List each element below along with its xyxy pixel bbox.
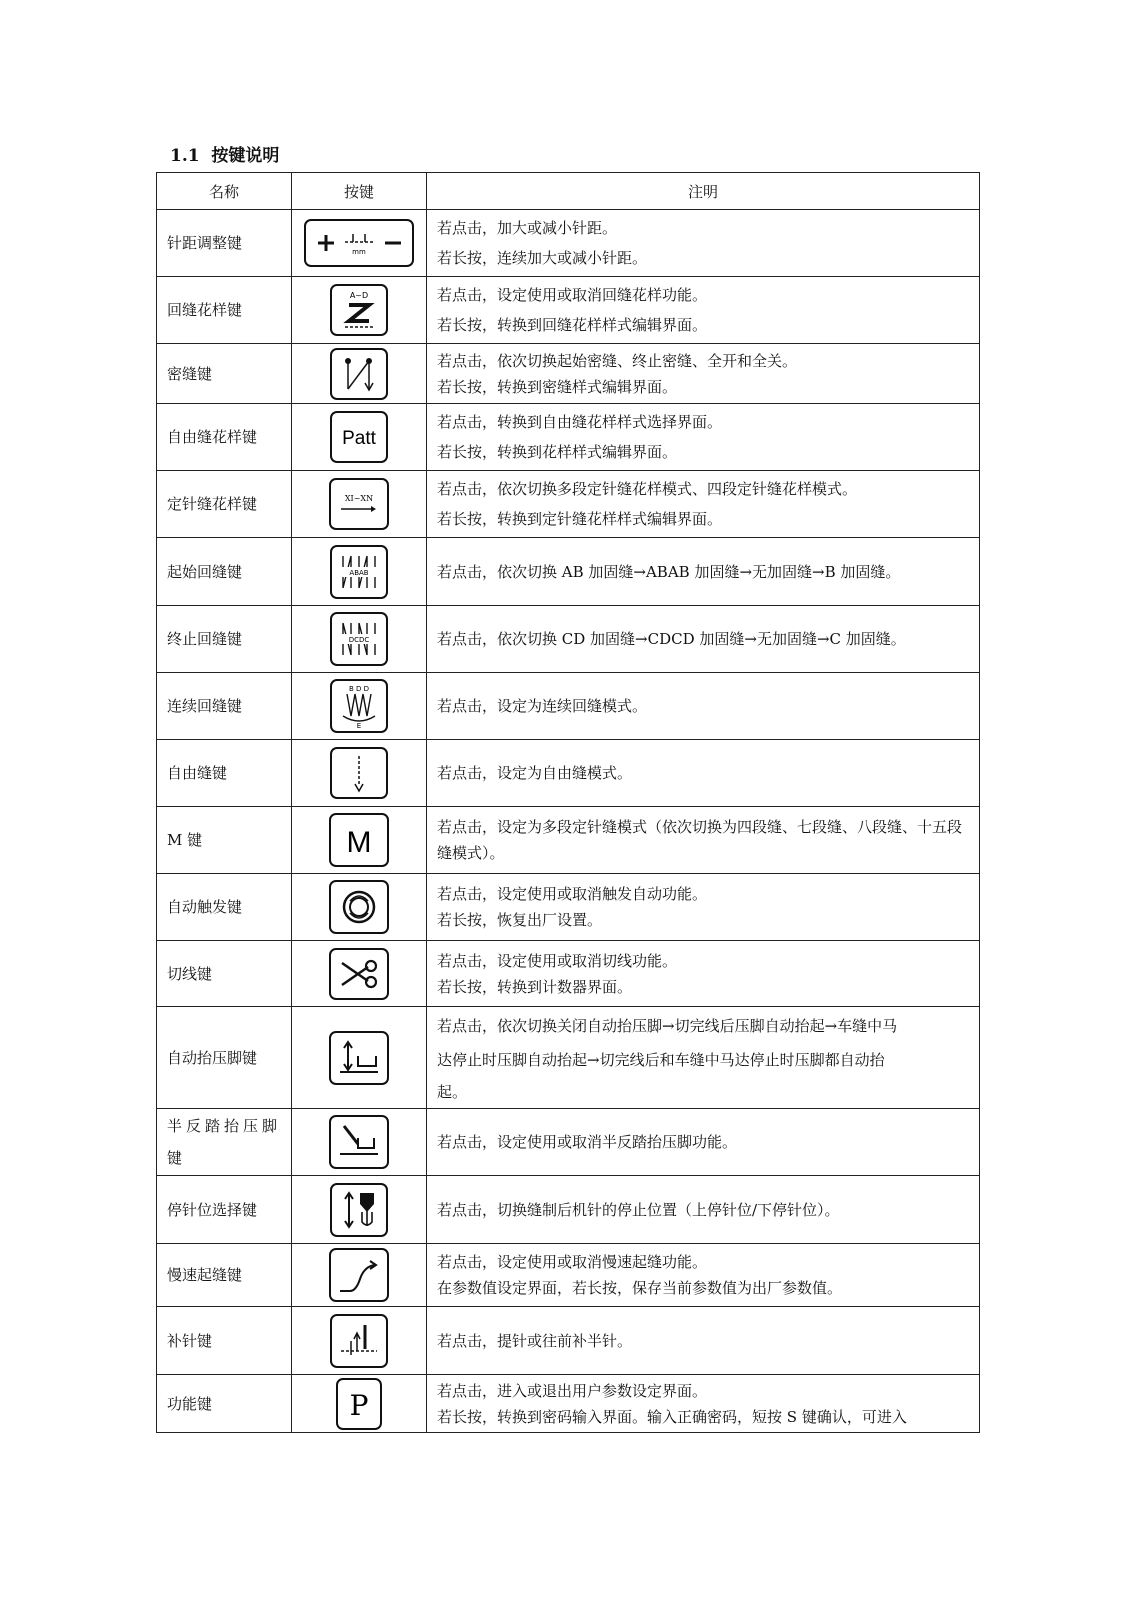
row-name: 功能键 <box>157 1375 292 1433</box>
row-icon-cell <box>292 471 427 538</box>
desc-line: 若点击，依次切换起始密缝、终止密缝、全开和全关。 <box>437 351 798 370</box>
section-title <box>170 141 279 166</box>
row-icon-cell <box>292 538 427 606</box>
row-icon-cell <box>292 404 427 471</box>
table-row <box>157 1375 980 1433</box>
table-row <box>157 538 980 606</box>
e-label: E <box>356 722 362 730</box>
table-row <box>157 210 980 277</box>
row-desc <box>427 1375 980 1433</box>
table-row <box>157 1244 980 1307</box>
row-name: 停针位选择键 <box>157 1176 292 1244</box>
desc-line: 若点击，设定为自由缝模式。 <box>437 764 633 782</box>
reverse-pattern-icon <box>329 283 389 337</box>
table-row <box>157 941 980 1007</box>
row-icon-cell <box>292 210 427 277</box>
row-desc <box>427 807 980 874</box>
desc-line: 达停止时压脚自动抬起→切完线后和车缝中马达停止时压脚都自动抬 <box>437 1050 885 1069</box>
desc-line: 若长按，转换到密缝样式编辑界面。 <box>437 377 678 396</box>
row-name <box>157 1109 292 1176</box>
row-desc <box>427 1007 980 1109</box>
ad-label: A~D <box>349 291 369 300</box>
desc-line: 若点击，切换缝制后机针的停止位置（上停针位/下停针位）。 <box>437 1200 840 1219</box>
desc-line: 起。 <box>437 1082 468 1101</box>
desc-line: 若长按，恢复出厂设置。 <box>437 911 603 929</box>
row-icon-cell <box>292 740 427 807</box>
header-note: 注明 <box>427 173 980 210</box>
table-row <box>157 404 980 471</box>
table-row <box>157 1176 980 1244</box>
row-desc <box>427 1244 980 1307</box>
row-desc <box>427 210 980 277</box>
desc-line: 若点击，设定使用或取消切线功能。 <box>437 951 678 970</box>
table-row <box>157 471 980 538</box>
patt-icon <box>329 410 389 464</box>
desc-line: 若点击，设定使用或取消慢速起缝功能。 <box>437 1253 708 1271</box>
auto-presser-foot-icon <box>328 1030 390 1086</box>
row-desc <box>427 941 980 1007</box>
table-row <box>157 673 980 740</box>
desc-line: 若点击，设定使用或取消半反踏抬压脚功能。 <box>437 1133 738 1151</box>
xixn-label: XI~XN <box>344 494 374 503</box>
row-icon-cell <box>292 941 427 1007</box>
needle-stop-position-icon <box>329 1182 389 1238</box>
row-desc <box>427 673 980 740</box>
desc-line: 若长按，连续加大或减小针距。 <box>437 249 648 267</box>
end-backtack-icon <box>329 611 389 667</box>
abab-label: ABAB <box>349 568 369 577</box>
p-key-icon <box>335 1377 383 1431</box>
dcdc-label: DCDC <box>348 636 370 644</box>
desc-line: 若点击，设定为连续回缝模式。 <box>437 697 648 715</box>
bdd-label: B D D <box>348 685 370 693</box>
desc-line: 若点击，加大或减小针距。 <box>437 219 618 237</box>
desc-line: 若点击，提针或往前补半针。 <box>437 1331 633 1350</box>
table-row <box>157 874 980 941</box>
row-desc <box>427 740 980 807</box>
desc-line: 若点击，依次切换 CD 加固缝→CDCD 加固缝→无加固缝→C 加固缝。 <box>437 630 906 648</box>
desc-line: 若点击，依次切换多段定针缝花样模式、四段定针缝花样模式。 <box>437 480 858 498</box>
table-row <box>157 807 980 874</box>
auto-trigger-icon <box>328 879 390 935</box>
needle-compensate-icon <box>329 1313 389 1369</box>
half-heel-presser-icon <box>328 1114 390 1170</box>
desc-line: 若点击，依次切换 AB 加固缝→ABAB 加固缝→无加固缝→B 加固缝。 <box>437 562 901 581</box>
desc-line: 若点击，依次切换关闭自动抬压脚→切完线后压脚自动抬起→车缝中马 <box>437 1016 898 1035</box>
row-name: 自动抬压脚键 <box>157 1007 292 1109</box>
row-name: 连续回缝键 <box>157 673 292 740</box>
row-name: 终止回缝键 <box>157 606 292 673</box>
section-number: 1.1 <box>170 146 200 166</box>
free-sewing-icon <box>329 746 389 800</box>
row-icon-cell <box>292 1244 427 1307</box>
start-backtack-icon <box>329 544 389 600</box>
row-desc <box>427 1176 980 1244</box>
row-desc <box>427 606 980 673</box>
row-name-text: 半反踏抬压脚键 <box>167 1117 282 1167</box>
continuous-backtack-icon <box>329 678 389 734</box>
row-desc <box>427 874 980 941</box>
table-row <box>157 277 980 344</box>
row-icon-cell <box>292 344 427 404</box>
row-name: 慢速起缝键 <box>157 1244 292 1307</box>
row-icon-cell <box>292 1375 427 1433</box>
soft-start-icon <box>328 1247 390 1303</box>
row-icon-cell <box>292 1176 427 1244</box>
desc-line: 若长按，转换到密码输入界面。输入正确密码，短按 S 键确认，可进入 <box>437 1407 907 1426</box>
table-row <box>157 344 980 404</box>
row-name: 回缝花样键 <box>157 277 292 344</box>
row-desc <box>427 471 980 538</box>
patt-label: Patt <box>342 428 376 449</box>
row-icon-cell <box>292 874 427 941</box>
mm-label: mm <box>352 248 366 256</box>
row-icon-cell <box>292 277 427 344</box>
desc-line: 若点击，进入或退出用户参数设定界面。 <box>437 1381 708 1400</box>
desc-line: 若点击，设定使用或取消回缝花样功能。 <box>437 286 708 304</box>
row-desc <box>427 404 980 471</box>
condensed-stitch-icon <box>329 347 389 401</box>
row-icon-cell <box>292 1307 427 1375</box>
m-label: M <box>346 826 372 859</box>
table-row <box>157 1109 980 1176</box>
row-name: 针距调整键 <box>157 210 292 277</box>
desc-line: 若点击，设定为多段定针缝模式（依次切换为四段缝、七段缝、八段缝、十五段缝模式）。 <box>437 818 963 862</box>
row-name: 自由缝键 <box>157 740 292 807</box>
row-icon-cell <box>292 1007 427 1109</box>
desc-line: 若长按，转换到花样样式编辑界面。 <box>437 443 678 461</box>
table-row <box>157 1307 980 1375</box>
desc-line: 若长按，转换到定针缝花样样式编辑界面。 <box>437 510 723 528</box>
desc-line: 若长按，转换到计数器界面。 <box>437 977 633 996</box>
table-header-row <box>157 173 980 210</box>
row-name: M 键 <box>157 807 292 874</box>
row-icon-cell <box>292 673 427 740</box>
row-icon-cell <box>292 1109 427 1176</box>
section-heading: 按键说明 <box>211 146 280 166</box>
key-description-table <box>156 172 980 1433</box>
desc-line: 若点击，设定使用或取消触发自动功能。 <box>437 885 708 903</box>
row-name: 起始回缝键 <box>157 538 292 606</box>
row-name: 定针缝花样键 <box>157 471 292 538</box>
row-icon-cell <box>292 807 427 874</box>
row-name: 密缝键 <box>157 344 292 404</box>
row-name: 自动触发键 <box>157 874 292 941</box>
stitch-length-adjust-icon <box>303 218 415 268</box>
desc-line: 在参数值设定界面，若长按，保存当前参数值为出厂参数值。 <box>437 1279 843 1297</box>
row-desc <box>427 1307 980 1375</box>
header-name: 名称 <box>157 173 292 210</box>
table-row <box>157 606 980 673</box>
header-key: 按键 <box>292 173 427 210</box>
p-label: P <box>349 1388 369 1422</box>
m-key-icon <box>328 812 390 868</box>
fixed-stitch-pattern-icon <box>328 477 390 531</box>
row-desc <box>427 538 980 606</box>
row-desc <box>427 1109 980 1176</box>
row-desc <box>427 344 980 404</box>
row-name: 自由缝花样键 <box>157 404 292 471</box>
row-name: 补针键 <box>157 1307 292 1375</box>
row-name: 切线键 <box>157 941 292 1007</box>
desc-line: 若点击，转换到自由缝花样样式选择界面。 <box>437 413 723 431</box>
thread-trim-icon <box>328 947 390 1001</box>
row-icon-cell <box>292 606 427 673</box>
desc-line: 若长按，转换到回缝花样样式编辑界面。 <box>437 316 708 334</box>
table-row <box>157 1007 980 1109</box>
table-row <box>157 740 980 807</box>
row-desc <box>427 277 980 344</box>
